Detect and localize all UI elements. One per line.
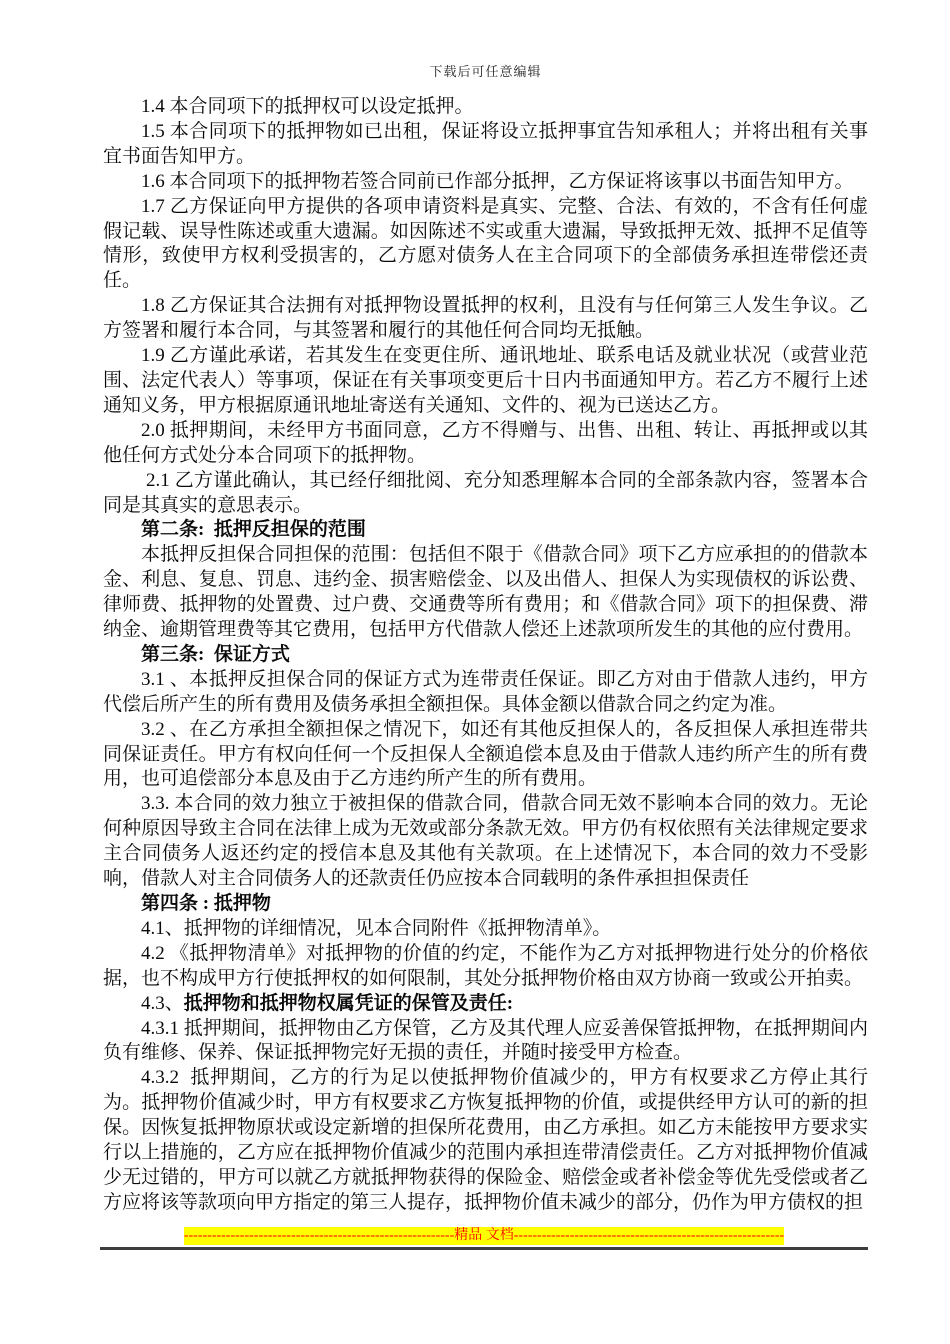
paragraph: 3.2 、在乙方承担全额担保之情况下，如还有其他反担保人的，各反担保人承担连带共同保证责任。甲方有权向任何一个反担保人全额追偿本息及由于借款人违约所产生的所有费用，也可追偿部分本息及由于乙方违约所产生的所有费用。 [103, 718, 868, 790]
footer-dashes-right: ---------------------------------------------------------- [513, 1228, 785, 1243]
document-body [103, 95, 868, 1216]
paragraph: 1.8 乙方保证其合法拥有对抵押物设置抵押的权利，且没有与任何第三人发生争议。乙方签署和履行本合同，与其签署和履行的其他任何合同均无抵触。 [103, 295, 868, 342]
section-heading: 第四条 : 抵押物 [141, 893, 271, 914]
page-footer [100, 1226, 868, 1250]
paragraph: 1.6 本合同项下的抵押物若签合同前已作部分抵押，乙方保证将该事以书面告知甲方。 [141, 170, 854, 192]
paragraph: 1.9 乙方谨此承诺，若其发生在变更住所、通讯地址、联系电话及就业状况（或营业范围、法定代表人）等事项，保证在有关事项变更后十日内书面通知甲方。若乙方不履行上述通知义务，甲方根据原通讯地址寄送有关通知、文件的、视为已送达乙方。 [103, 345, 868, 416]
paragraph: 4.1、抵押物的详细情况，见本合同附件《抵押物清单》。 [141, 917, 612, 939]
clause-heading-text: 抵押物和抵押物权属凭证的保管及责任: [183, 992, 514, 1014]
footer-highlight-line [100, 1226, 868, 1245]
paragraph: 4.3.1 抵押期间，抵押物由乙方保管，乙方及其代理人应妥善保管抵押物，在抵押期间内负有维修、保养、保证抵押物完好无损的责任，并随时接受甲方检查。 [103, 1017, 868, 1064]
paragraph: 3.1 、本抵押反担保合同的保证方式为连带责任保证。即乙方对由于借款人违约，甲方代偿后所产生的所有费用及债务承担全额担保。具体金额以借款合同之约定为准。 [103, 668, 868, 715]
footer-rule [100, 1247, 868, 1250]
footer-dashes-left: ---------------------------------------------------------- [183, 1228, 455, 1243]
paragraph: 1.4 本合同项下的抵押权可以设定抵押。 [141, 96, 474, 117]
section-heading: 第二条: 抵押反担保的范围 [141, 519, 366, 541]
footer-label: 精品 文档 [454, 1228, 514, 1243]
paragraph: 2.0 抵押期间，未经甲方书面同意，乙方不得赠与、出售、出租、转让、再抵押或以其他任何方式处分本合同项下的抵押物。 [103, 419, 868, 466]
paragraph: 4.3.2 抵押期间，乙方的行为足以使抵押物价值减少的，甲方有权要求乙方停止其行为。抵押物价值减少时，甲方有权要求乙方恢复抵押物的价值，或提供经甲方认可的新的担保。因恢复抵押物原状或设定新增的担保所花费用，由乙方承担。如乙方未能按甲方要求实行以上措施的，乙方应在抵押物价值减少的范围内承担连带清偿责任。乙方对抵押物价值减少无过错的，甲方可以就乙方就抵押物获得的保险金、赔偿金或者补偿金等优先受偿或者乙方应将该等款项向甲方指定的第三人提存，抵押物价值未减少的部分，仍作为甲方债权的担 [103, 1067, 868, 1213]
paragraph: 3.3. 本合同的效力独立于被担保的借款合同，借款合同无效不影响本合同的效力。无论何种原因导致主合同在法律上成为无效或部分条款无效。甲方仍有权依照有关法律规定要求主合同债务人返还约定的授信本息及其他有关款项。在上述情况下，本合同的效力不受影响，借款人对主合同债务人的还款责任仍应按本合同载明的条件承担担保责任 [103, 793, 868, 890]
clause-number: 4.3、 [141, 992, 184, 1014]
paragraph: 1.7 乙方保证向甲方提供的各项申请资料是真实、完整、合法、有效的，不含有任何虚假记载、误导性陈述或重大遗漏。如因陈述不实或重大遗漏，导致抵押无效、抵押不足值等情形，致使甲方权利受损害的，乙方愿对债务人在主合同项下的全部债务承担连带偿还责任。 [103, 195, 868, 292]
paragraph: 1.5 本合同项下的抵押物如已出租，保证将设立抵押事宜告知承租人；并将出租有关事宜书面告知甲方。 [103, 120, 868, 167]
paragraph: 2.1 乙方谨此确认，其已经仔细批阅、充分知悉理解本合同的全部条款内容，签署本合同是其真实的意思表示。 [103, 469, 868, 516]
section-heading: 第三条: 保证方式 [141, 643, 290, 665]
paragraph [103, 992, 868, 1017]
paragraph: 本抵押反担保合同担保的范围：包括但不限于《借款合同》项下乙方应承担的的借款本金、利息、复息、罚息、违约金、损害赔偿金、以及出借人、担保人为实现债权的诉讼费、律师费、抵押物的处置费、过户费、交通费等所有费用；和《借款合同》项下的担保费、滞纳金、逾期管理费等其它费用，包括甲方代借款人偿还上述款项所发生的其他的应付费用。 [103, 544, 868, 641]
page-header-text: 下载后可任意编辑 [429, 64, 542, 79]
paragraph: 4.2 《抵押物清单》对抵押物的价值的约定，不能作为乙方对抵押物进行处分的价格依据，也不构成甲方行使抵押权的如何限制，其处分抵押物价格由双方协商一致或公开拍卖。 [103, 942, 868, 989]
